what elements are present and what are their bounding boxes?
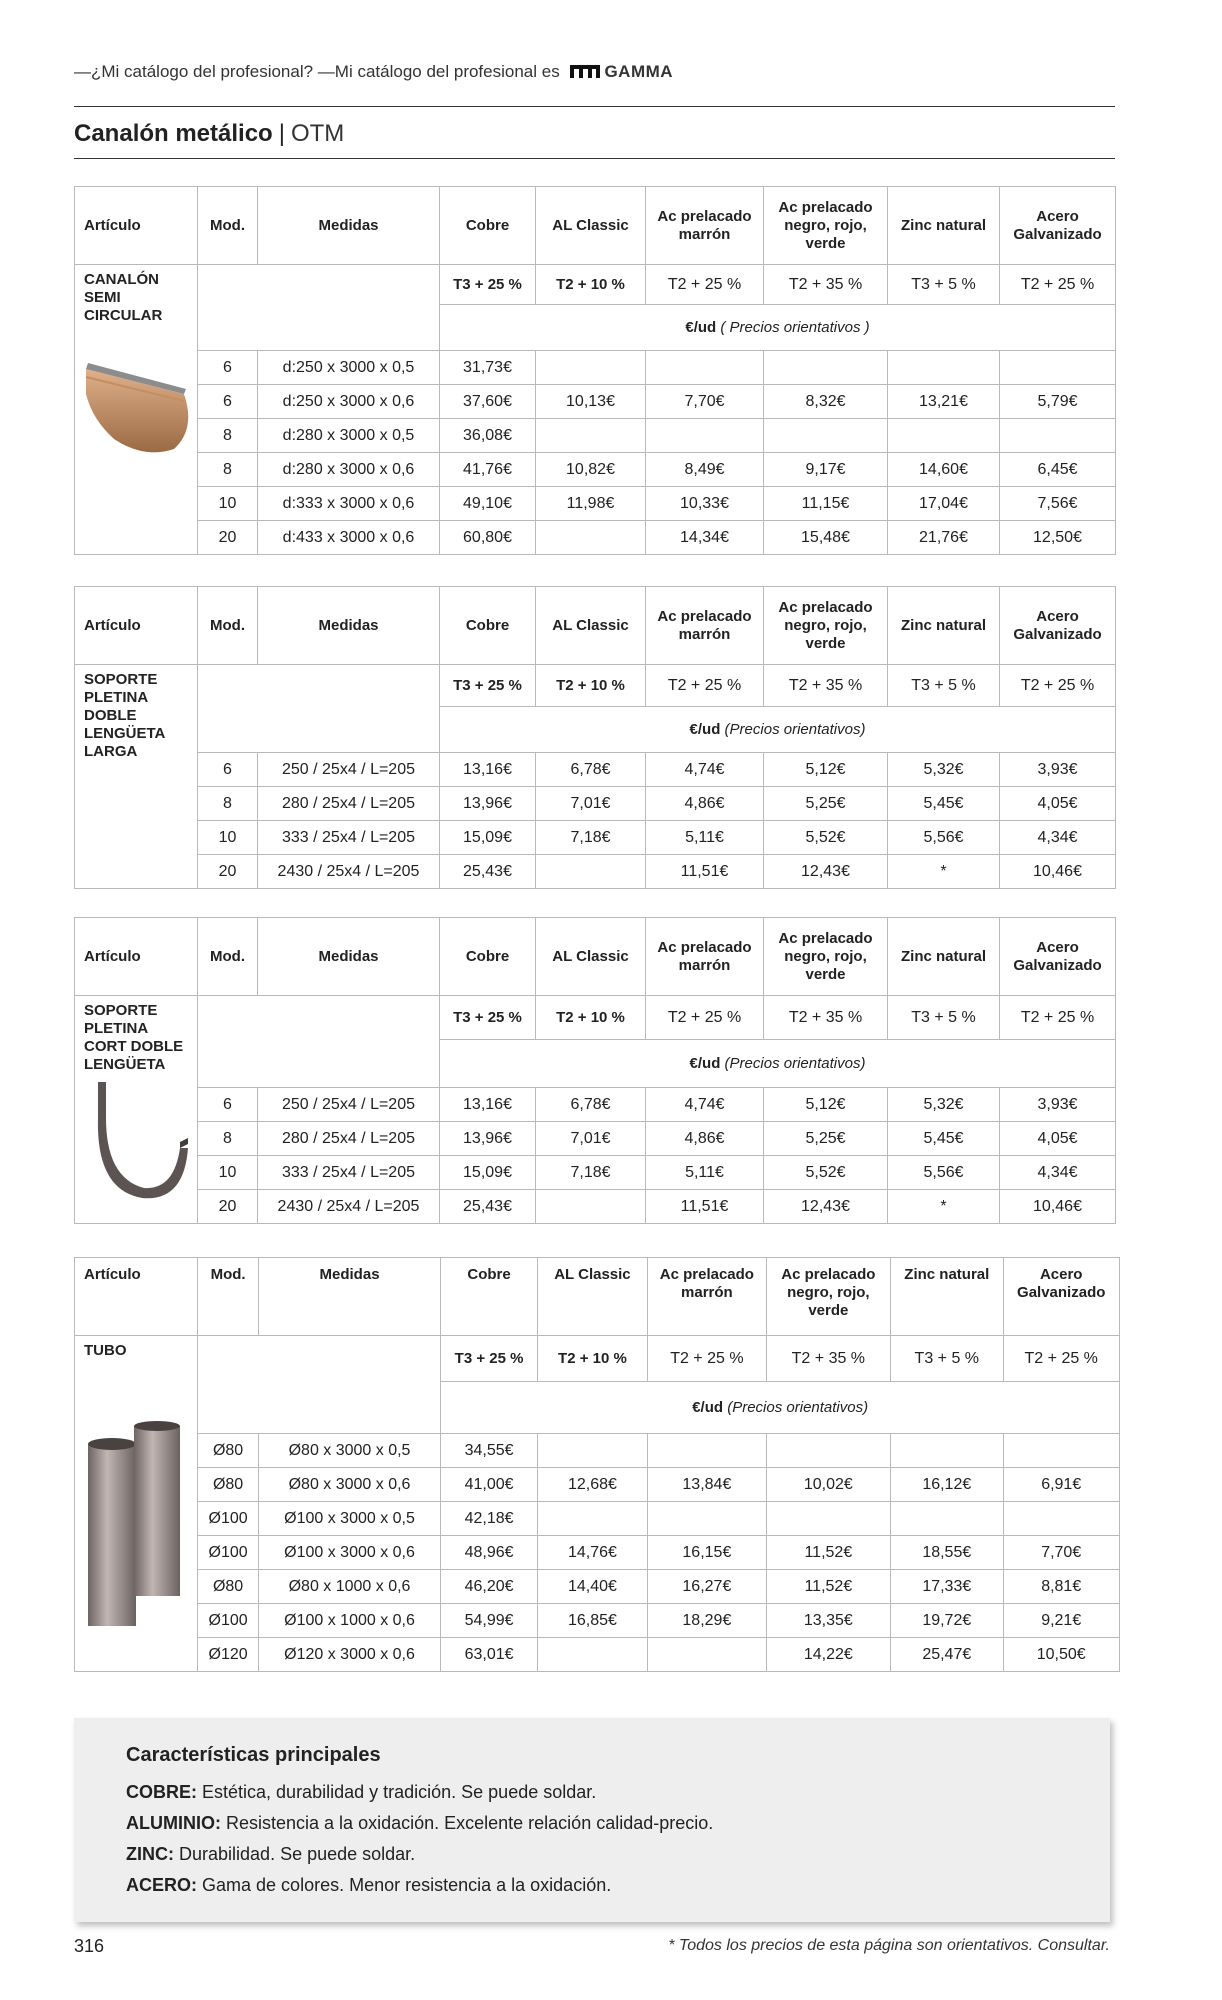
blank-cell [198, 665, 440, 753]
col-header-acn: Ac prelacado negro, rojo, verde [764, 187, 888, 265]
col-header-medidas: Medidas [258, 1258, 441, 1336]
cell-al [536, 855, 646, 889]
cell-acm: 5,11€ [646, 1156, 764, 1190]
col-header-al: AL Classic [536, 187, 646, 265]
cell-acn: 5,12€ [764, 1088, 888, 1122]
cell-acn: 5,25€ [764, 1122, 888, 1156]
page-number: 316 [74, 1936, 105, 1956]
rate-cell: T2 + 10 % [536, 996, 646, 1040]
col-header-acn: Ac prelacado negro, rojo, verde [766, 1258, 890, 1336]
cell-acero: 5,79€ [1000, 385, 1116, 419]
cell-acero: 7,56€ [1000, 487, 1116, 521]
col-header-cobre: Cobre [440, 918, 536, 996]
cell-acn [766, 1434, 890, 1468]
rate-cell: T2 + 25 % [1003, 1336, 1119, 1382]
cell-zinc: 5,32€ [888, 753, 1000, 787]
cell-medidas: 250 / 25x4 / L=205 [258, 753, 440, 787]
cell-acero [1000, 419, 1116, 453]
col-header-acero: Acero Galvanizado [1000, 587, 1116, 665]
cell-medidas: d:433 x 3000 x 0,6 [258, 521, 440, 555]
cell-cobre: 60,80€ [440, 521, 536, 555]
cell-al [537, 1502, 647, 1536]
unit-cell: €/ud (Precios orientativos) [441, 1382, 1120, 1434]
col-header-articulo: Artículo [75, 1258, 198, 1336]
cell-acero: 3,93€ [1000, 753, 1116, 787]
table-row [75, 419, 1116, 453]
cell-cobre: 48,96€ [441, 1536, 537, 1570]
cell-acn: 11,52€ [766, 1570, 890, 1604]
cell-mod: 10 [198, 821, 258, 855]
cell-acm: 5,11€ [646, 821, 764, 855]
cell-zinc [891, 1502, 1003, 1536]
price-table [74, 186, 1116, 555]
rate-cell: T2 + 35 % [766, 1336, 890, 1382]
col-header-zinc: Zinc natural [891, 1258, 1003, 1336]
cell-mod: Ø80 [198, 1570, 258, 1604]
cell-zinc: 5,45€ [888, 1122, 1000, 1156]
col-header-mod: Mod. [198, 187, 258, 265]
feature-item: COBRE: Estética, durabilidad y tradición. Se puede soldar. [126, 1782, 597, 1802]
cell-zinc: 17,04€ [888, 487, 1000, 521]
cell-acm: 13,84€ [648, 1468, 766, 1502]
cell-zinc: 16,12€ [891, 1468, 1003, 1502]
article-name: TUBO [84, 1342, 127, 1359]
page-title-brand: OTM [290, 120, 345, 147]
cell-cobre: 49,10€ [440, 487, 536, 521]
cell-acm: 16,15€ [648, 1536, 766, 1570]
table-row [75, 1434, 1120, 1468]
table-header-row [75, 918, 1116, 996]
title-separator: | [278, 120, 285, 147]
cell-acero: 10,46€ [1000, 855, 1116, 889]
article-cell [75, 996, 198, 1224]
table-row [75, 1502, 1120, 1536]
col-header-medidas: Medidas [258, 918, 440, 996]
gamma-logo-icon [570, 63, 600, 79]
cell-acero: 10,46€ [1000, 1190, 1116, 1224]
cell-al [536, 521, 646, 555]
cell-zinc: 17,33€ [891, 1570, 1003, 1604]
cell-acn: 5,12€ [764, 753, 888, 787]
rate-cell: T2 + 10 % [536, 265, 646, 305]
cell-acm: 10,33€ [646, 487, 764, 521]
cell-medidas: Ø120 x 3000 x 0,6 [258, 1638, 441, 1672]
col-header-mod: Mod. [198, 918, 258, 996]
cell-acm: 14,34€ [646, 521, 764, 555]
cell-acm: 16,27€ [648, 1570, 766, 1604]
rate-row [75, 265, 1116, 305]
cell-medidas: d:250 x 3000 x 0,5 [258, 351, 440, 385]
table-header-row [75, 187, 1116, 265]
cell-acero: 7,70€ [1003, 1536, 1119, 1570]
cell-zinc: 25,47€ [891, 1638, 1003, 1672]
cell-mod: 8 [198, 1122, 258, 1156]
rate-cell: T2 + 25 % [1000, 265, 1116, 305]
cell-acero: 9,21€ [1003, 1604, 1119, 1638]
cell-acm [646, 419, 764, 453]
table-row [75, 385, 1116, 419]
cell-mod: Ø120 [198, 1638, 258, 1672]
cell-acm: 4,86€ [646, 787, 764, 821]
cell-al: 10,13€ [536, 385, 646, 419]
rate-cell: T3 + 25 % [441, 1336, 537, 1382]
cell-medidas: 333 / 25x4 / L=205 [258, 821, 440, 855]
rate-cell: T3 + 5 % [891, 1336, 1003, 1382]
cell-medidas: d:280 x 3000 x 0,6 [258, 453, 440, 487]
brand-name: GAMMA [604, 62, 674, 81]
price-table [74, 586, 1116, 889]
cell-mod: Ø80 [198, 1434, 258, 1468]
cell-mod: 6 [198, 1088, 258, 1122]
rate-cell: T3 + 25 % [440, 665, 536, 707]
table-row [75, 1638, 1120, 1672]
rate-cell: T3 + 5 % [888, 265, 1000, 305]
semicircular-gutter-icon [84, 349, 200, 459]
col-header-medidas: Medidas [258, 187, 440, 265]
table-header-row [75, 1258, 1120, 1336]
cell-medidas: 2430 / 25x4 / L=205 [258, 855, 440, 889]
rate-cell: T3 + 25 % [440, 996, 536, 1040]
cell-zinc: 5,32€ [888, 1088, 1000, 1122]
col-header-mod: Mod. [198, 1258, 258, 1336]
col-header-cobre: Cobre [440, 587, 536, 665]
cell-cobre: 63,01€ [441, 1638, 537, 1672]
col-header-medidas: Medidas [258, 587, 440, 665]
cell-mod: 10 [198, 487, 258, 521]
cell-acn: 10,02€ [766, 1468, 890, 1502]
pipes-icon [84, 1420, 184, 1630]
cell-acn: 5,52€ [764, 821, 888, 855]
cell-acero [1003, 1434, 1119, 1468]
cell-medidas: Ø80 x 3000 x 0,5 [258, 1434, 441, 1468]
feature-item: ZINC: Durabilidad. Se puede soldar. [126, 1844, 416, 1864]
unit-cell: €/ud (Precios orientativos) [440, 707, 1116, 753]
col-header-articulo: Artículo [75, 187, 198, 265]
table-row [75, 821, 1116, 855]
article-name: CANALÓN SEMI CIRCULAR [84, 271, 163, 324]
cell-cobre: 13,16€ [440, 1088, 536, 1122]
price-table [74, 917, 1116, 1224]
cell-zinc: * [888, 855, 1000, 889]
cell-acm [646, 351, 764, 385]
cell-acero: 4,34€ [1000, 1156, 1116, 1190]
cell-acm: 4,86€ [646, 1122, 764, 1156]
table-row [75, 753, 1116, 787]
cell-acm [648, 1502, 766, 1536]
cell-cobre: 15,09€ [440, 821, 536, 855]
cell-acn: 5,52€ [764, 1156, 888, 1190]
cell-acn: 11,52€ [766, 1536, 890, 1570]
col-header-al: AL Classic [537, 1258, 647, 1336]
col-header-al: AL Classic [536, 587, 646, 665]
cell-acero: 4,05€ [1000, 787, 1116, 821]
cell-cobre: 13,96€ [440, 1122, 536, 1156]
rate-cell: T2 + 25 % [646, 665, 764, 707]
cell-zinc: 14,60€ [888, 453, 1000, 487]
cell-al: 7,01€ [536, 787, 646, 821]
cell-acero: 4,05€ [1000, 1122, 1116, 1156]
col-header-acm: Ac prelacado marrón [646, 187, 764, 265]
footnote: * Todos los precios de esta página son orientativos. Consultar. [668, 1937, 1110, 1954]
cell-mod: Ø100 [198, 1536, 258, 1570]
table-header-row [75, 587, 1116, 665]
col-header-acm: Ac prelacado marrón [648, 1258, 766, 1336]
rate-cell: T2 + 35 % [764, 665, 888, 707]
blank-cell [198, 996, 440, 1088]
col-header-cobre: Cobre [441, 1258, 537, 1336]
table-row [75, 351, 1116, 385]
cell-mod: 10 [198, 1156, 258, 1190]
cell-acero: 10,50€ [1003, 1638, 1119, 1672]
cell-mod: 20 [198, 855, 258, 889]
cell-medidas: 2430 / 25x4 / L=205 [258, 1190, 440, 1224]
cell-acero [1000, 351, 1116, 385]
table-row [75, 1468, 1120, 1502]
table-row [75, 1190, 1116, 1224]
cell-medidas: Ø80 x 1000 x 0,6 [258, 1570, 441, 1604]
cell-cobre: 25,43€ [440, 855, 536, 889]
cell-mod: 8 [198, 419, 258, 453]
cell-acn: 14,22€ [766, 1638, 890, 1672]
cell-cobre: 42,18€ [441, 1502, 537, 1536]
feature-item: ALUMINIO: Resistencia a la oxidación. Excelente relación calidad-precio. [126, 1813, 714, 1833]
page-title-main: Canalón metálico [74, 120, 273, 147]
cell-acn: 15,48€ [764, 521, 888, 555]
cell-al [537, 1638, 647, 1672]
rate-cell: T3 + 25 % [440, 265, 536, 305]
cell-acm: 11,51€ [646, 855, 764, 889]
table-row [75, 1122, 1116, 1156]
cell-zinc: 18,55€ [891, 1536, 1003, 1570]
rate-cell: T2 + 10 % [536, 665, 646, 707]
table-row [75, 1570, 1120, 1604]
cell-acero: 6,45€ [1000, 453, 1116, 487]
cell-mod: 6 [198, 351, 258, 385]
table-row [75, 1536, 1120, 1570]
cell-cobre: 41,00€ [441, 1468, 537, 1502]
cell-cobre: 34,55€ [441, 1434, 537, 1468]
header-divider [74, 106, 1115, 107]
tagline-text: —¿Mi catálogo del profesional? —Mi catálogo del profesional es [74, 62, 560, 81]
col-header-cobre: Cobre [440, 187, 536, 265]
cell-mod: Ø100 [198, 1502, 258, 1536]
bracket-icon [84, 1078, 194, 1208]
cell-al [536, 419, 646, 453]
price-table [74, 1257, 1120, 1672]
cell-cobre: 15,09€ [440, 1156, 536, 1190]
col-header-acero: Acero Galvanizado [1003, 1258, 1119, 1336]
cell-medidas: 250 / 25x4 / L=205 [258, 1088, 440, 1122]
cell-acn: 12,43€ [764, 855, 888, 889]
cell-cobre: 37,60€ [440, 385, 536, 419]
rate-cell: T2 + 35 % [764, 265, 888, 305]
cell-cobre: 36,08€ [440, 419, 536, 453]
cell-acm [648, 1638, 766, 1672]
unit-cell: €/ud (Precios orientativos) [440, 1040, 1116, 1088]
rate-cell: T2 + 25 % [1000, 996, 1116, 1040]
table-row [75, 787, 1116, 821]
cell-cobre: 13,16€ [440, 753, 536, 787]
table-row [75, 1088, 1116, 1122]
cell-medidas: Ø100 x 3000 x 0,5 [258, 1502, 441, 1536]
cell-acm [648, 1434, 766, 1468]
features-box [74, 1718, 1110, 1922]
cell-mod: 8 [198, 787, 258, 821]
col-header-acm: Ac prelacado marrón [646, 918, 764, 996]
cell-cobre: 31,73€ [440, 351, 536, 385]
cell-medidas: d:280 x 3000 x 0,5 [258, 419, 440, 453]
cell-medidas: Ø100 x 1000 x 0,6 [258, 1604, 441, 1638]
col-header-acero: Acero Galvanizado [1000, 187, 1116, 265]
title-divider [74, 158, 1115, 159]
cell-cobre: 13,96€ [440, 787, 536, 821]
cell-acm: 4,74€ [646, 753, 764, 787]
cell-al: 7,18€ [536, 821, 646, 855]
cell-al: 14,76€ [537, 1536, 647, 1570]
rate-cell: T2 + 25 % [1000, 665, 1116, 707]
article-name: SOPORTE PLETINA CORT DOBLE LENGÜETA [84, 1002, 184, 1073]
rate-row [75, 996, 1116, 1040]
cell-acero: 8,81€ [1003, 1570, 1119, 1604]
cell-mod: Ø80 [198, 1468, 258, 1502]
col-header-articulo: Artículo [75, 587, 198, 665]
cell-acero [1003, 1502, 1119, 1536]
cell-acn: 11,15€ [764, 487, 888, 521]
cell-al: 14,40€ [537, 1570, 647, 1604]
cell-mod: Ø100 [198, 1604, 258, 1638]
cell-cobre: 54,99€ [441, 1604, 537, 1638]
col-header-zinc: Zinc natural [888, 918, 1000, 996]
col-header-acn: Ac prelacado negro, rojo, verde [764, 587, 888, 665]
col-header-acm: Ac prelacado marrón [646, 587, 764, 665]
cell-acn: 13,35€ [766, 1604, 890, 1638]
cell-al [536, 351, 646, 385]
article-name: SOPORTE PLETINA DOBLE LENGÜETA LARGA [84, 671, 165, 760]
cell-acn: 5,25€ [764, 787, 888, 821]
cell-medidas: 280 / 25x4 / L=205 [258, 1122, 440, 1156]
cell-al: 7,01€ [536, 1122, 646, 1156]
table-row [75, 855, 1116, 889]
cell-acm: 8,49€ [646, 453, 764, 487]
cell-acero: 3,93€ [1000, 1088, 1116, 1122]
col-header-acn: Ac prelacado negro, rojo, verde [764, 918, 888, 996]
cell-medidas: d:250 x 3000 x 0,6 [258, 385, 440, 419]
cell-mod: 8 [198, 453, 258, 487]
table-row [75, 453, 1116, 487]
cell-cobre: 41,76€ [440, 453, 536, 487]
rate-cell: T2 + 25 % [646, 265, 764, 305]
rate-cell: T2 + 10 % [537, 1336, 647, 1382]
article-cell [75, 665, 198, 889]
cell-acn [766, 1502, 890, 1536]
cell-zinc: 5,56€ [888, 821, 1000, 855]
cell-al: 10,82€ [536, 453, 646, 487]
cell-acm: 7,70€ [646, 385, 764, 419]
col-header-acero: Acero Galvanizado [1000, 918, 1116, 996]
unit-cell: €/ud ( Precios orientativos ) [440, 305, 1116, 351]
cell-zinc [888, 351, 1000, 385]
cell-al [536, 1190, 646, 1224]
cell-acm: 11,51€ [646, 1190, 764, 1224]
cell-zinc [891, 1434, 1003, 1468]
col-header-al: AL Classic [536, 918, 646, 996]
catalog-tagline [74, 62, 673, 82]
article-cell [75, 1336, 198, 1672]
cell-mod: 20 [198, 1190, 258, 1224]
cell-al: 16,85€ [537, 1604, 647, 1638]
cell-zinc: 5,56€ [888, 1156, 1000, 1190]
cell-mod: 20 [198, 521, 258, 555]
cell-medidas: 280 / 25x4 / L=205 [258, 787, 440, 821]
table-row [75, 1604, 1120, 1638]
cell-medidas: d:333 x 3000 x 0,6 [258, 487, 440, 521]
cell-acero: 4,34€ [1000, 821, 1116, 855]
table-row [75, 521, 1116, 555]
table-row [75, 1156, 1116, 1190]
page-title [74, 120, 344, 148]
cell-mod: 6 [198, 753, 258, 787]
article-cell [75, 265, 198, 555]
cell-acn: 9,17€ [764, 453, 888, 487]
cell-zinc: 13,21€ [888, 385, 1000, 419]
rate-cell: T2 + 25 % [648, 1336, 766, 1382]
col-header-articulo: Artículo [75, 918, 198, 996]
cell-acn: 12,43€ [764, 1190, 888, 1224]
cell-al [537, 1434, 647, 1468]
col-header-mod: Mod. [198, 587, 258, 665]
cell-zinc: 19,72€ [891, 1604, 1003, 1638]
cell-medidas: Ø80 x 3000 x 0,6 [258, 1468, 441, 1502]
cell-acm: 4,74€ [646, 1088, 764, 1122]
blank-cell [198, 265, 440, 351]
cell-al: 7,18€ [536, 1156, 646, 1190]
cell-zinc: * [888, 1190, 1000, 1224]
cell-al: 6,78€ [536, 753, 646, 787]
feature-item: ACERO: Gama de colores. Menor resistencia a la oxidación. [126, 1875, 612, 1895]
table-row [75, 487, 1116, 521]
cell-zinc: 21,76€ [888, 521, 1000, 555]
rate-cell: T3 + 5 % [888, 665, 1000, 707]
cell-al: 12,68€ [537, 1468, 647, 1502]
cell-acm: 18,29€ [648, 1604, 766, 1638]
cell-acn [764, 351, 888, 385]
cell-zinc: 5,45€ [888, 787, 1000, 821]
rate-row [75, 665, 1116, 707]
rate-cell: T2 + 25 % [646, 996, 764, 1040]
col-header-zinc: Zinc natural [888, 187, 1000, 265]
col-header-zinc: Zinc natural [888, 587, 1000, 665]
cell-medidas: 333 / 25x4 / L=205 [258, 1156, 440, 1190]
cell-al: 6,78€ [536, 1088, 646, 1122]
cell-acero: 6,91€ [1003, 1468, 1119, 1502]
cell-mod: 6 [198, 385, 258, 419]
cell-cobre: 46,20€ [441, 1570, 537, 1604]
blank-cell [198, 1336, 441, 1434]
cell-acn [764, 419, 888, 453]
rate-cell: T2 + 35 % [764, 996, 888, 1040]
cell-cobre: 25,43€ [440, 1190, 536, 1224]
rate-cell: T3 + 5 % [888, 996, 1000, 1040]
cell-acn: 8,32€ [764, 385, 888, 419]
cell-zinc [888, 419, 1000, 453]
cell-al: 11,98€ [536, 487, 646, 521]
cell-acero: 12,50€ [1000, 521, 1116, 555]
rate-row [75, 1336, 1120, 1382]
features-title: Características principales [126, 1744, 381, 1766]
cell-medidas: Ø100 x 3000 x 0,6 [258, 1536, 441, 1570]
